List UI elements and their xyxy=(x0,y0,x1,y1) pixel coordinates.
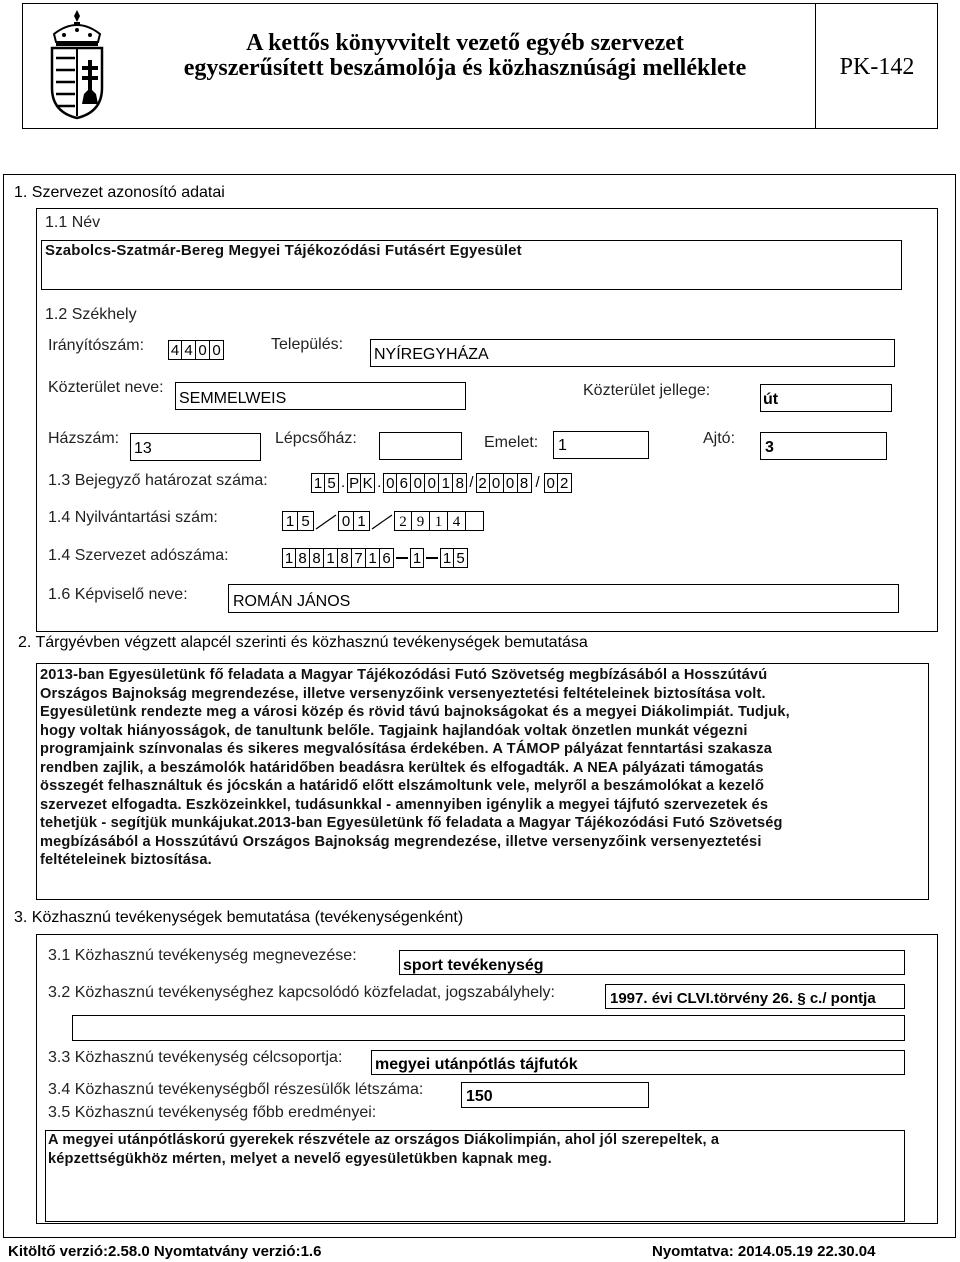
reg-cell: 2 xyxy=(394,511,412,531)
tax-cell: 1 xyxy=(366,548,380,568)
zip-digit: 4 xyxy=(168,340,182,360)
reg-cell: 9 xyxy=(412,511,430,531)
tax-cell: 8 xyxy=(338,548,352,568)
activity-line: 2013-ban Egyesületünk fő feladata a Magyar Tájékozódási Futó Szövetség megbízásából a Hosszútávú xyxy=(40,667,768,683)
reg-cell: 4 xyxy=(448,511,466,531)
city-label: Település: xyxy=(271,336,344,353)
reg-cell: 1 xyxy=(430,511,448,531)
tax-cell: 5 xyxy=(454,548,468,568)
page-title-line2: egyszerűsített beszámolója és közhasznúsági melléklete xyxy=(183,55,747,81)
decree-cell: 2 xyxy=(558,473,572,493)
dash-separator xyxy=(424,548,440,559)
slash-separator-icon xyxy=(370,511,394,531)
activity-line: feltételeinek biztosítása. xyxy=(40,852,212,868)
footer-printed: Nyomtatva: 2014.05.19 22.30.04 xyxy=(652,1243,876,1260)
tax-cell: 1 xyxy=(282,548,296,568)
zip-digit: 0 xyxy=(210,340,224,360)
tax-label: 1.4 Szervezet adószáma: xyxy=(48,547,229,564)
decree-cell: 0 xyxy=(544,473,558,493)
house-label: Házszám: xyxy=(48,430,120,447)
tax-cell: 1 xyxy=(324,548,338,568)
results-line: képzettségükhöz mérten, melyet a nevelő egyesületükben kapnak meg. xyxy=(48,1150,552,1167)
tax-cell: 8 xyxy=(310,548,324,568)
tax-cells[interactable] xyxy=(282,548,468,568)
activity-line: szervezet elfogadta. Eszközeinkkel, tudásunkkal - amennyiben igénylik a megyei tájfutó szervezetek és xyxy=(40,796,769,813)
hungarian-coat-of-arms-logo xyxy=(44,8,110,122)
tax-cell: 1 xyxy=(440,548,454,568)
decree-cell: 1 xyxy=(439,473,453,493)
door-label: Ajtó: xyxy=(703,430,736,447)
floor-field[interactable] xyxy=(553,431,649,459)
decree-dot: . xyxy=(341,474,346,491)
decree-cell: 0 xyxy=(490,473,504,493)
zip-digit: 4 xyxy=(182,340,196,360)
pub-name-label: 3.1 Közhasznú tevékenység megnevezése: xyxy=(48,947,357,964)
count-value: 150 xyxy=(466,1088,493,1105)
decree-cell: 0 xyxy=(411,473,425,493)
decree-cell: 6 xyxy=(397,473,411,493)
reg-cells[interactable] xyxy=(282,511,484,531)
floor-label: Emelet: xyxy=(484,434,539,451)
section2-title: 2. Tárgyévben végzett alapcél szerinti és közhasznú tevékenységek bemutatása xyxy=(18,634,588,651)
reg-cell: 0 xyxy=(338,511,354,531)
door-field[interactable] xyxy=(760,432,887,460)
street-type-value: út xyxy=(763,391,779,408)
street-type-field[interactable] xyxy=(760,384,892,412)
zip-cells[interactable] xyxy=(168,340,224,360)
results-label: 3.5 Közhasznú tevékenység főbb eredményei: xyxy=(48,1104,377,1121)
decree-label: 1.3 Bejegyző határozat száma: xyxy=(48,472,268,489)
tax-cell: 6 xyxy=(380,548,394,568)
decree-cell: 5 xyxy=(325,473,339,493)
decree-slash: / xyxy=(535,474,540,491)
target-label: 3.3 Közhasznú tevékenység célcsoportja: xyxy=(48,1049,343,1066)
activity-text xyxy=(40,666,925,870)
decree-cell: 8 xyxy=(453,473,467,493)
slash-separator-icon xyxy=(314,511,338,531)
pub-name-value: sport tevékenység xyxy=(403,957,544,974)
page-title-line1: A kettős könyvvitelt vezető egyéb szervezet xyxy=(246,30,684,56)
activity-line: megbízásából a Hosszútávú Országos Bajnokság megrendezése, illetve versenyzőink versenyeztetési xyxy=(40,833,762,850)
reg-cell: 1 xyxy=(354,511,370,531)
rep-label: 1.6 Képviselő neve: xyxy=(48,586,188,603)
section1-title: 1. Szervezet azonosító adatai xyxy=(14,184,225,201)
name-label: 1.1 Név xyxy=(45,214,101,231)
activity-line: tehetjük - segítjük munkájukat.2013-ban Egyesületünk fő feladata a Magyar Tájékozódási Futó Szövetség xyxy=(40,815,783,831)
tax-cell: 8 xyxy=(296,548,310,568)
seat-label: 1.2 Székhely xyxy=(45,306,137,323)
decree-cells[interactable] xyxy=(311,473,572,493)
house-value: 13 xyxy=(134,440,152,457)
dash-separator xyxy=(394,548,410,559)
count-label: 3.4 Közhasznú tevékenységből részesülők létszáma: xyxy=(48,1081,424,1098)
decree-cell: 8 xyxy=(518,473,532,493)
decree-cell: K xyxy=(361,473,375,493)
law-value: 1997. évi CLVI.törvény 26. § c./ pontja xyxy=(610,990,876,1007)
decree-cell: 2 xyxy=(476,473,490,493)
footer-version: Kitöltő verzió:2.58.0 Nyomtatvány verzió:1.6 xyxy=(8,1243,322,1260)
stair-label: Lépcsőház: xyxy=(275,430,357,447)
zip-digit: 0 xyxy=(196,340,210,360)
stair-field[interactable] xyxy=(379,432,462,460)
tax-cell: 1 xyxy=(410,548,424,568)
street-value: SEMMELWEIS xyxy=(179,390,287,407)
city-value: NYÍREGYHÁZA xyxy=(374,346,489,363)
reg-label: 1.4 Nyilvántartási szám: xyxy=(48,509,218,526)
name-value: Szabolcs-Szatmár-Bereg Megyei Tájékozódási Futásért Egyesület xyxy=(45,242,522,259)
law-label: 3.2 Közhasznú tevékenységhez kapcsolódó közfeladat, jogszabályhely: xyxy=(48,984,555,1001)
activity-line: Országos Bajnokság megrendezése, illetve versenyzőink versenyeztetési feltételeinek biztosítása volt. xyxy=(40,685,766,702)
zip-label: Irányítószám: xyxy=(48,337,145,354)
activity-line: rendben zajlik, a beszámolók határidőben beadásra kerültek és elfogadták. A NEA pályázati támogatás xyxy=(40,759,764,776)
decree-slash: / xyxy=(469,474,474,491)
decree-cell: 1 xyxy=(311,473,325,493)
activity-line: hogy voltak hiányosságok, de tanultunk belőle. Tagjaink hajlandóak voltak önzetlen munkát végezni xyxy=(40,722,748,739)
decree-cell: 0 xyxy=(425,473,439,493)
decree-cell: 0 xyxy=(383,473,397,493)
form-code: PK-142 xyxy=(839,54,915,80)
rep-value: ROMÁN JÁNOS xyxy=(233,593,351,610)
target-value: megyei utánpótlás tájfutók xyxy=(375,1056,578,1073)
decree-cell: P xyxy=(349,475,360,492)
door-value: 3 xyxy=(765,439,774,456)
activity-line: Egyesületünk rendezte meg a városi közép és rövid távú bajnokságokat és a megyei Diákolimpiát. Tudjuk, xyxy=(40,704,790,720)
tax-cell: 7 xyxy=(352,548,366,568)
activity-line: összegét felhasználtuk és jócskán a határidő előtt elszámoltunk vele, melyről a beszámolókat a kezelő xyxy=(40,778,765,794)
floor-value: 1 xyxy=(558,437,567,454)
reg-cell xyxy=(466,511,484,531)
reg-cell: 5 xyxy=(298,511,314,531)
reg-cell: 1 xyxy=(282,511,298,531)
activity-line: programjaink színvonalas és sikeres megvalósítása érdekében. A TÁMOP pályázat fenntartási szakasza xyxy=(40,741,773,757)
results-text xyxy=(48,1131,903,1168)
section3-title: 3. Közhasznú tevékenységek bemutatása (tevékenységenként) xyxy=(14,909,464,926)
street-label: Közterület neve: xyxy=(48,379,164,396)
decree-cell: 0 xyxy=(504,473,518,493)
results-line: A megyei utánpótláskorú gyerekek részvétele az országos Diákolimpián, ahol jól szerepeltek, a xyxy=(48,1132,720,1148)
decree-dot: . xyxy=(377,474,382,491)
law-field-2[interactable] xyxy=(72,1015,905,1041)
street-type-label: Közterület jellege: xyxy=(583,382,711,399)
